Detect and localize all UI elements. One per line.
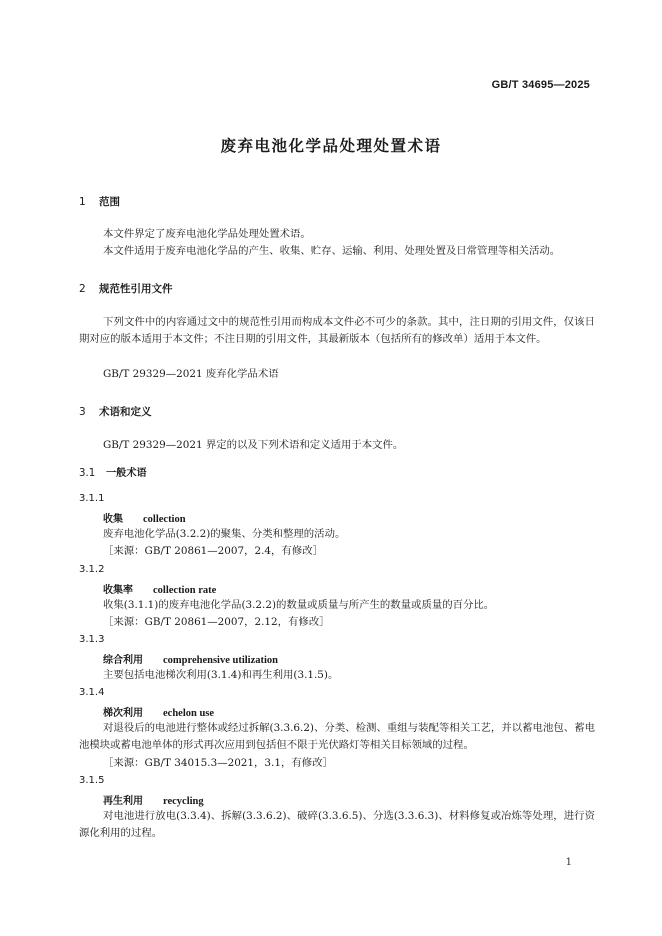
- term-definition: 对电池进行放电(3.3.4)、拆解(3.3.6.2)、破碎(3.3.6.5)、分选(3.3.6.3)、材料修复或冶炼等处理，进行资源化利用的过程。: [79, 810, 595, 839]
- subsection-heading: [79, 464, 147, 479]
- term-entry: [103, 704, 214, 719]
- term-zh: 收集率: [103, 585, 133, 596]
- section-3-heading: [79, 404, 152, 419]
- section-2-heading: [79, 281, 173, 296]
- term-number: 3.1.1: [79, 493, 105, 504]
- term-definition: 废弃电池化学品(3.2.2)的聚集、分类和整理的活动。: [103, 528, 346, 540]
- subsection-number: 3.1: [79, 468, 96, 479]
- term-source: ［来源：GB/T 34015.3—2021，3.1，有修改］: [103, 757, 333, 769]
- term-entry: [103, 651, 278, 666]
- paragraph: GB/T 29329—2021 界定的以及下列术语和定义适用于本文件。: [103, 439, 404, 451]
- paragraph: 本文件界定了废弃电池化学品处理处置术语。: [103, 228, 311, 240]
- term-entry: [103, 792, 204, 807]
- page-number: 1: [565, 857, 572, 868]
- term-number: 3.1.3: [79, 634, 105, 645]
- term-number: 3.1.4: [79, 687, 105, 698]
- term-en: echelon use: [163, 708, 215, 719]
- term-entry: [103, 510, 186, 525]
- subsection-title: 一般术语: [106, 468, 147, 479]
- term-number: 3.1.2: [79, 564, 105, 575]
- section-1-heading: [79, 194, 120, 209]
- section-title: 规范性引用文件: [99, 283, 173, 295]
- term-en: recycling: [163, 796, 204, 807]
- term-number: 3.1.5: [79, 775, 105, 786]
- paragraph: 本文件适用于废弃电池化学品的产生、收集、贮存、运输、利用、处理处置及日常管理等相关活动。: [103, 245, 561, 257]
- document-title: 废弃电池化学品处理处置术语: [220, 137, 442, 155]
- term-en: comprehensive utilization: [163, 655, 279, 666]
- term-definition: 收集(3.1.1)的废弃电池化学品(3.2.2)的数量或质量与所产生的数量或质量的百分比。: [103, 599, 495, 611]
- section-title: 术语和定义: [99, 406, 152, 418]
- term-zh: 综合利用: [103, 655, 143, 666]
- term-en: collection rate: [153, 585, 217, 596]
- section-number: 2: [79, 283, 86, 295]
- paragraph: 下列文件中的内容通过文中的规范性引用而构成本文件必不可少的条款。其中，注日期的引用文件，仅该日期对应的版本适用于本文件；不注日期的引用文件，其最新版本（包括所有的修改单）适用于本文件。: [79, 316, 595, 345]
- normative-reference: GB/T 29329—2021 废弃化学品术语: [103, 368, 279, 380]
- term-entry: [103, 581, 216, 596]
- term-zh: 收集: [103, 514, 123, 525]
- term-zh: 梯次利用: [103, 708, 143, 719]
- term-en: collection: [143, 514, 186, 525]
- standard-number: GB/T 34695—2025: [491, 79, 590, 91]
- term-definition: 对退役后的电池进行整体或经过拆解(3.3.6.2)、分类、检测、重组与装配等相关工艺，并以蓄电池包、蓄电池模块或蓄电池单体的形式再次应用到包括但不限于光伏路灯等相关目标领域的过程。: [79, 722, 595, 751]
- section-title: 范围: [99, 196, 120, 208]
- section-number: 3: [79, 406, 86, 418]
- term-source: ［来源：GB/T 20861—2007，2.12，有修改］: [103, 616, 330, 628]
- section-number: 1: [79, 196, 86, 208]
- term-source: ［来源：GB/T 20861—2007，2.4，有修改］: [103, 545, 323, 557]
- term-zh: 再生利用: [103, 796, 143, 807]
- term-definition: 主要包括电池梯次利用(3.1.4)和再生利用(3.1.5)。: [103, 669, 339, 681]
